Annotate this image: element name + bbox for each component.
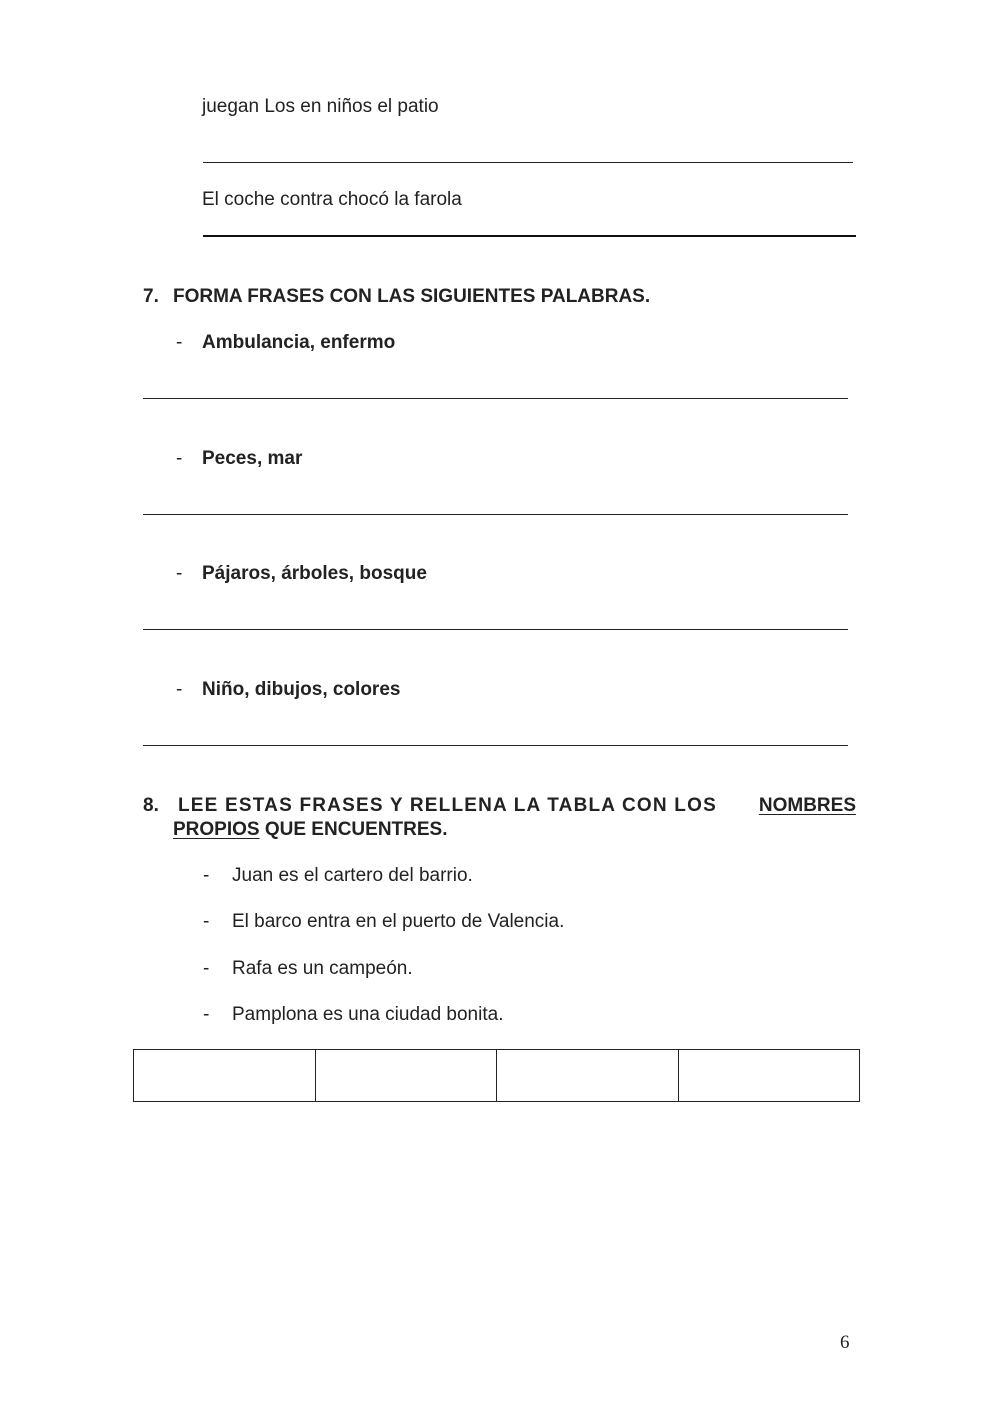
word-prompt-4: Niño, dibujos, colores: [202, 679, 401, 700]
bullet-dash: -: [203, 1004, 210, 1025]
bullet-dash: -: [176, 563, 183, 584]
section-8-title-line-2: [173, 818, 448, 842]
table-row: [134, 1050, 860, 1102]
sentence-4: Pamplona es una ciudad bonita.: [232, 1004, 504, 1025]
bullet-dash: -: [176, 332, 183, 353]
section-7-title: FORMA FRASES CON LAS SIGUIENTES PALABRAS.: [173, 286, 651, 307]
sentence-2: El barco entra en el puerto de Valencia.: [232, 911, 565, 932]
table-cell-4[interactable]: [678, 1050, 860, 1102]
word-prompt-3: Pájaros, árboles, bosque: [202, 563, 427, 584]
answer-line-scrambled-1[interactable]: [203, 162, 853, 163]
section-8-title-underlined-2: PROPIOS: [173, 819, 260, 840]
answer-line-7-1[interactable]: [143, 398, 848, 399]
bullet-dash: -: [176, 448, 183, 469]
answer-line-7-3[interactable]: [143, 629, 848, 630]
bullet-dash: -: [176, 679, 183, 700]
section-8-title-line-1: [178, 794, 856, 818]
section-8-number: 8.: [143, 795, 159, 816]
section-7-number: 7.: [143, 286, 159, 307]
bullet-dash: -: [203, 911, 210, 932]
scrambled-sentence-1: juegan Los en niños el patio: [202, 96, 439, 117]
sentence-1: Juan es el cartero del barrio.: [232, 865, 473, 886]
table-cell-1[interactable]: [134, 1050, 316, 1102]
table-cell-2[interactable]: [315, 1050, 497, 1102]
answer-line-7-2[interactable]: [143, 514, 848, 515]
bullet-dash: -: [203, 958, 210, 979]
word-prompt-1: Ambulancia, enfermo: [202, 332, 396, 353]
answer-line-scrambled-2[interactable]: [203, 235, 856, 237]
section-8-title-prefix: LEE ESTAS FRASES Y RELLENA LA TABLA CON LOS: [178, 795, 717, 816]
answer-line-7-4[interactable]: [143, 745, 848, 746]
proper-nouns-table: [133, 1049, 860, 1102]
table-cell-3[interactable]: [497, 1050, 679, 1102]
word-prompt-2: Peces, mar: [202, 448, 303, 469]
scrambled-sentence-2: El coche contra chocó la farola: [202, 189, 462, 210]
bullet-dash: -: [203, 865, 210, 886]
page-number: 6: [840, 1332, 850, 1353]
section-8-title-suffix: QUE ENCUENTRES.: [259, 819, 448, 840]
sentence-3: Rafa es un campeón.: [232, 958, 413, 979]
section-8-title-underlined-1: NOMBRES: [758, 795, 856, 816]
